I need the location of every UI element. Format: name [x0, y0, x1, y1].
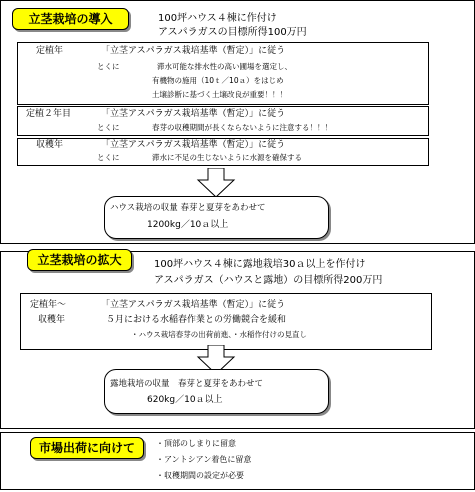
- section-1-header-text: 立茎栽培の導入: [28, 12, 113, 26]
- block2-main: 「立茎アスパラガス栽培基準（暫定）」に従う: [101, 109, 286, 119]
- block3-label: 収穫年: [36, 140, 64, 150]
- section-1-intro-line1: 100坪ハウス４棟に作付け: [158, 13, 277, 24]
- section-3-header: [30, 437, 144, 459]
- block3-note: 滞水に不足の生じないように水源を確保する: [152, 153, 302, 162]
- section-2-yield-line2: 620kg／10ａ以上: [147, 395, 223, 405]
- section-2-main: 「立茎アスパラガス栽培基準（暫定）」に従う: [101, 300, 286, 310]
- block3-main: 「立茎アスパラガス栽培基準（暫定）」に従う: [101, 140, 286, 150]
- section-2-line3: ・ハウス栽培春芽の出荷前進、・水稲作付けの見直し: [131, 330, 308, 339]
- block1-note-3: 土壌診断に基づく土壌改良が重要！！！: [152, 90, 287, 99]
- block2-label: 定植２年目: [26, 109, 72, 119]
- section-1-intro-line2: アスパラガスの目標所得100万円: [158, 27, 307, 38]
- section-3-item-3: ・収穫期間の設定が必要: [156, 471, 244, 480]
- section-2-intro-line1: 100坪ハウス４棟に露地栽培30ａ以上を作付け: [154, 259, 366, 270]
- section-2-yield-box: [104, 369, 329, 414]
- section-2-label-2: 収穫年: [38, 315, 66, 325]
- section-3-header-text: 市場出荷に向けて: [38, 441, 135, 455]
- section-1-yield-line1: ハウス栽培の収量 春芽と夏芽をあわせて: [110, 203, 266, 213]
- block1-note-2: 有機物の施用（10ｔ／10ａ）をはじめ: [152, 76, 284, 85]
- section-2-intro-line2: アスパラガス（ハウスと露地）の目標所得200万円: [154, 275, 383, 286]
- block1-note-1: 滞水可能な排水性の高い圃場を選定し、: [157, 62, 292, 71]
- section-1-header: [12, 8, 129, 30]
- down-arrow-icon: [196, 168, 236, 198]
- section-3-item-2: ・アントシアン着色に留意: [156, 455, 252, 464]
- block2-sub-label: とくに: [97, 123, 120, 132]
- block2-note: 春芽の収穫期間が長くならないように注意する！！！: [152, 123, 332, 132]
- section-2-header-text: 立茎栽培の拡大: [37, 253, 122, 267]
- block1-label: 定植年: [36, 46, 64, 56]
- section-2-line2: ５月における水稲春作業との労働競合を緩和: [106, 315, 287, 325]
- section-2-yield-line1: 露地栽培の収量 春芽と夏芽をあわせて: [110, 379, 264, 389]
- section-2-label-1: 定植年～: [30, 300, 67, 310]
- section-3-item-1: ・頂部のしまりに留意: [156, 439, 236, 448]
- block1-main: 「立茎アスパラガス栽培基準（暫定）」に従う: [101, 46, 286, 56]
- section-1-yield-line2: 1200kg／10ａ以上: [147, 220, 229, 230]
- block1-sub-label: とくに: [97, 62, 120, 71]
- block3-sub-label: とくに: [97, 153, 120, 162]
- section-2-header: [27, 249, 132, 271]
